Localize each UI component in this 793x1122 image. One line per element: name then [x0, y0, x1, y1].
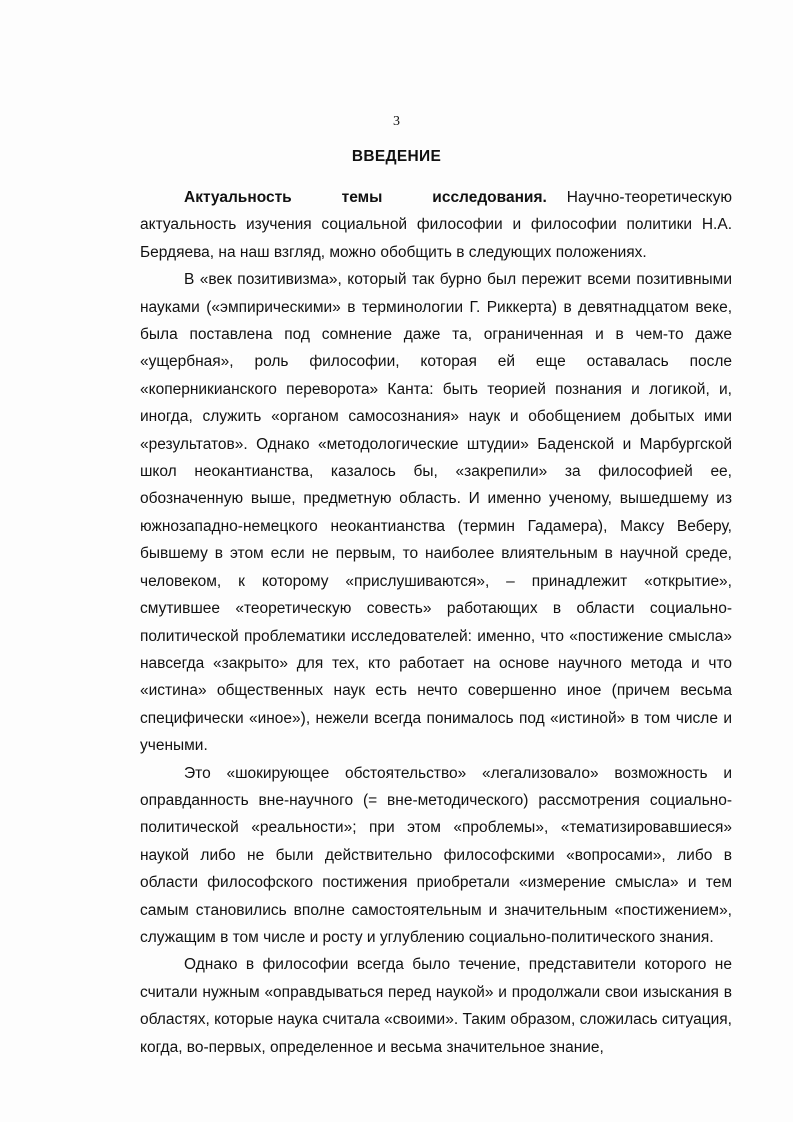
paragraph-1-text: Научно-теоретическую актуальность изучения социальной философии и философии политики Н.А. Бердяева, на наш взгляд, можно обобщить в следующих положениях.: [140, 189, 732, 261]
body-text: [140, 184, 732, 1061]
paragraph-4: [140, 951, 732, 1061]
paragraph-1-lead: Актуальность темы исследования.: [184, 189, 547, 206]
page-number: 3: [393, 114, 400, 129]
paragraph-2: [140, 266, 732, 759]
paragraph-3: [140, 760, 732, 952]
paragraph-2-text: В «век позитивизма», который так бурно был пережит всеми позитивными науками («эмпирическими» в терминологии Г. Риккерта) в девятнадцатом веке, была поставлена под сомнение даже та, ограниченная и в чем-то даже «ущербная», роль философии, которая ей еще оставалась после «коперникианского переворота» Канта: быть теорией познания и логикой, и, иногда, служить «органом самосознания» наук и обобщением добытых ими «результатов». Однако «методологические штудии» Баденской и Марбургской школ неокантианства, казалось бы, «закрепили» за философией ее, обозначенную выше, предметную область. И именно ученому, вышедшему из южнозападно-немецкого неокантианства (термин Гадамера), Максу Веберу, бывшему в этом если не первым, то наиболее влиятельным в научной среде, человеком, к которому «прислушиваются», – принадлежит «открытие», смутившее «теоретическую совесть» работающих в области социально-политической проблематики исследователей: именно, что «постижение смысла» навсегда «закрыто» для тех, кто работает на основе научного метода и что «истина» общественных наук есть нечто совершенно иное (причем весьма специфически «иное»), нежели всегда понималось под «истиной» в том числе и учеными.: [140, 271, 732, 755]
paragraph-3-text: Это «шокирующее обстоятельство» «легализовало» возможность и оправданность вне-научного (= вне-методического) рассмотрения социально-политической «реальности»; при этом «проблемы», «тематизировавшиеся» наукой либо не были действительно философскими «вопросами», либо в области философского постижения приобретали «измерение смысла» и тем самым становились вполне самостоятельным и значительным «постижением», служащим в том числе и росту и углублению социально-политического знания.: [140, 764, 732, 946]
paragraph-4-text: Однако в философии всегда было течение, представители которого не считали нужным «оправдываться перед наукой» и продолжали свои изыскания в областях, которые наука считала «своими». Таким образом, сложилась ситуация, когда, во-первых, определенное и весьма значительное знание,: [140, 956, 732, 1056]
section-heading: ВВЕДЕНИЕ: [351, 148, 442, 165]
paragraph-1: [140, 184, 732, 266]
